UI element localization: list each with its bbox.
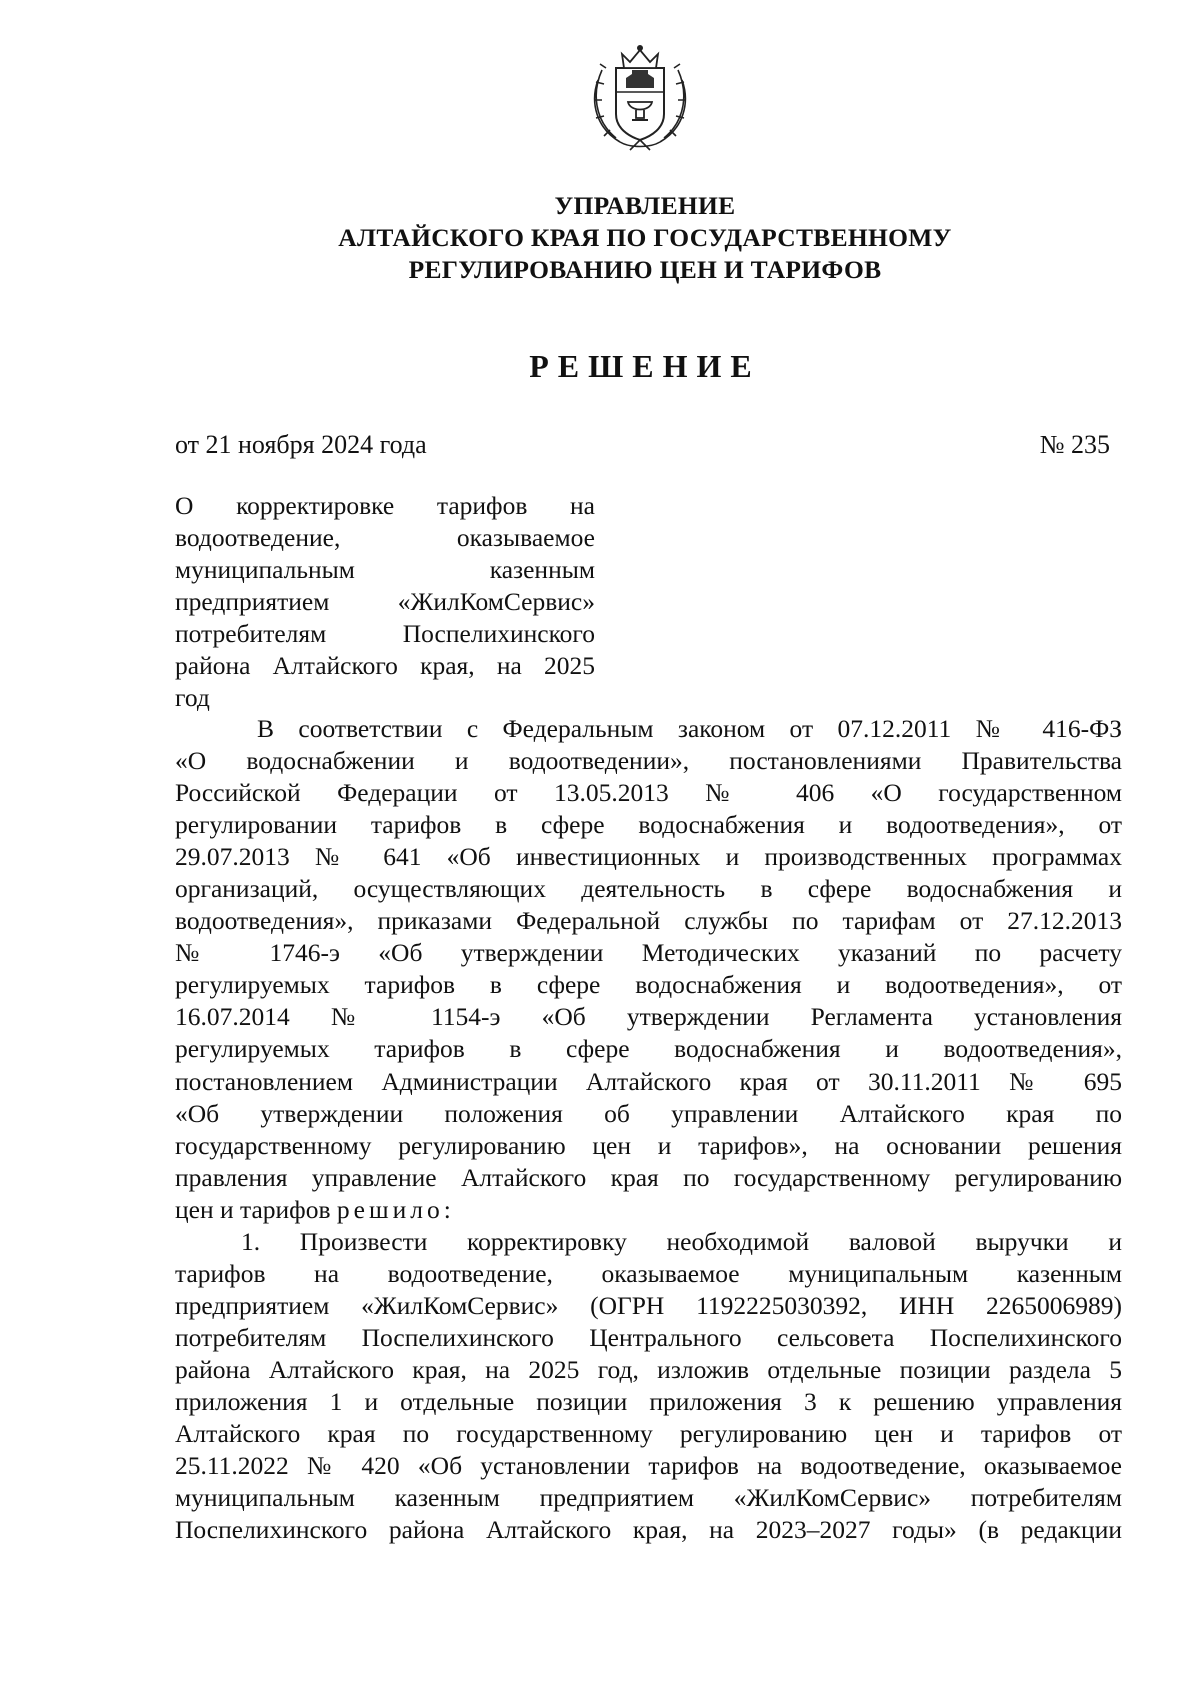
header-line-3: РЕГУЛИРОВАНИЮ ЦЕН И ТАРИФОВ — [408, 255, 882, 284]
body-line: предприятием «ЖилКомСервис» (ОГРН 1192225030392, ИНН 2265006989) — [175, 1290, 1122, 1320]
subject-line: предприятием «ЖилКомСервис» — [175, 587, 595, 617]
body-line: постановлением Администрации Алтайского края от 30.11.2011 № 695 — [175, 1066, 1122, 1096]
body-line: регулируемых тарифов в сфере водоснабжения и водоотведения», от — [175, 970, 1122, 1000]
subject-line: год — [175, 683, 210, 713]
subject-line: водоотведение, оказываемое — [175, 523, 595, 553]
body-line: Российской Федерации от 13.05.2013 № 406 «О государственном — [175, 778, 1122, 808]
resolved-word: решило: — [336, 1194, 455, 1224]
header-line-2: АЛТАЙСКОГО КРАЯ ПО ГОСУДАРСТВЕННОМУ — [338, 223, 952, 252]
issuing-authority-header — [175, 190, 1115, 286]
subject-line: муниципальным казенным — [175, 555, 595, 585]
document-date: от 21 ноября 2024 года — [175, 430, 427, 459]
body-line: «Об утверждении положения об управлении Алтайского края по — [175, 1098, 1122, 1128]
body-line: Алтайского края по государственному регулированию цен и тарифов от — [175, 1419, 1122, 1449]
document-body — [175, 713, 1122, 1546]
body-line: государственному регулированию цен и тарифов», на основании решения — [175, 1130, 1122, 1160]
header-line-1: УПРАВЛЕНИЕ — [554, 191, 736, 220]
body-line: тарифов на водоотведение, оказываемое муниципальным казенным — [175, 1258, 1122, 1288]
body-line: 16.07.2014 № 1154-э «Об утверждении Регламента установления — [175, 1002, 1122, 1032]
body-line: В соответствии с Федеральным законом от 07.12.2011 № 416-ФЗ — [257, 714, 1122, 743]
body-line: района Алтайского края, на 2025 год, изложив отдельные позиции раздела 5 — [175, 1354, 1122, 1384]
body-line: организаций, осуществляющих деятельность в сфере водоснабжения и — [175, 874, 1122, 904]
body-line: 29.07.2013 № 641 «Об инвестиционных и производственных программах — [175, 842, 1122, 872]
subject-line: района Алтайского края, на 2025 — [175, 651, 595, 681]
body-line: водоотведения», приказами Федеральной службы по тарифам от 27.12.2013 — [175, 906, 1122, 936]
document-title: РЕШЕНИЕ — [529, 348, 761, 384]
document-subject — [175, 490, 595, 714]
body-line: Поспелихинского района Алтайского края, на 2023–2027 годы» (в редакции — [175, 1515, 1122, 1545]
body-line: «О водоснабжении и водоотведении», постановлениями Правительства — [175, 746, 1122, 776]
body-line: приложения 1 и отдельные позиции приложения 3 к решению управления — [175, 1386, 1122, 1416]
body-line: № 1746-э «Об утверждении Методических указаний по расчету — [175, 938, 1122, 968]
document-number: № 235 — [1039, 430, 1110, 459]
resolved-prefix: цен и тарифов — [175, 1194, 337, 1224]
body-line: потребителям Поспелихинского Центрального сельсовета Поспелихинского — [175, 1322, 1122, 1352]
body-line-resolved — [175, 1194, 1122, 1226]
body-line: 25.11.2022 № 420 «Об установлении тарифов на водоотведение, оказываемое — [175, 1451, 1122, 1481]
body-line: 1. Произвести корректировку необходимой валовой выручки и — [241, 1226, 1122, 1256]
subject-line: потребителям Поспелихинского — [175, 619, 595, 649]
body-line: муниципальным казенным предприятием «ЖилКомСервис» потребителям — [175, 1483, 1122, 1513]
coat-of-arms-icon — [586, 40, 694, 152]
body-line: регулируемых тарифов в сфере водоснабжения и водоотведения», — [175, 1034, 1122, 1064]
subject-line: О корректировке тарифов на — [175, 491, 595, 520]
body-line: регулировании тарифов в сфере водоснабжения и водоотведения», от — [175, 810, 1122, 840]
body-line: правления управление Алтайского края по государственному регулированию — [175, 1162, 1122, 1192]
